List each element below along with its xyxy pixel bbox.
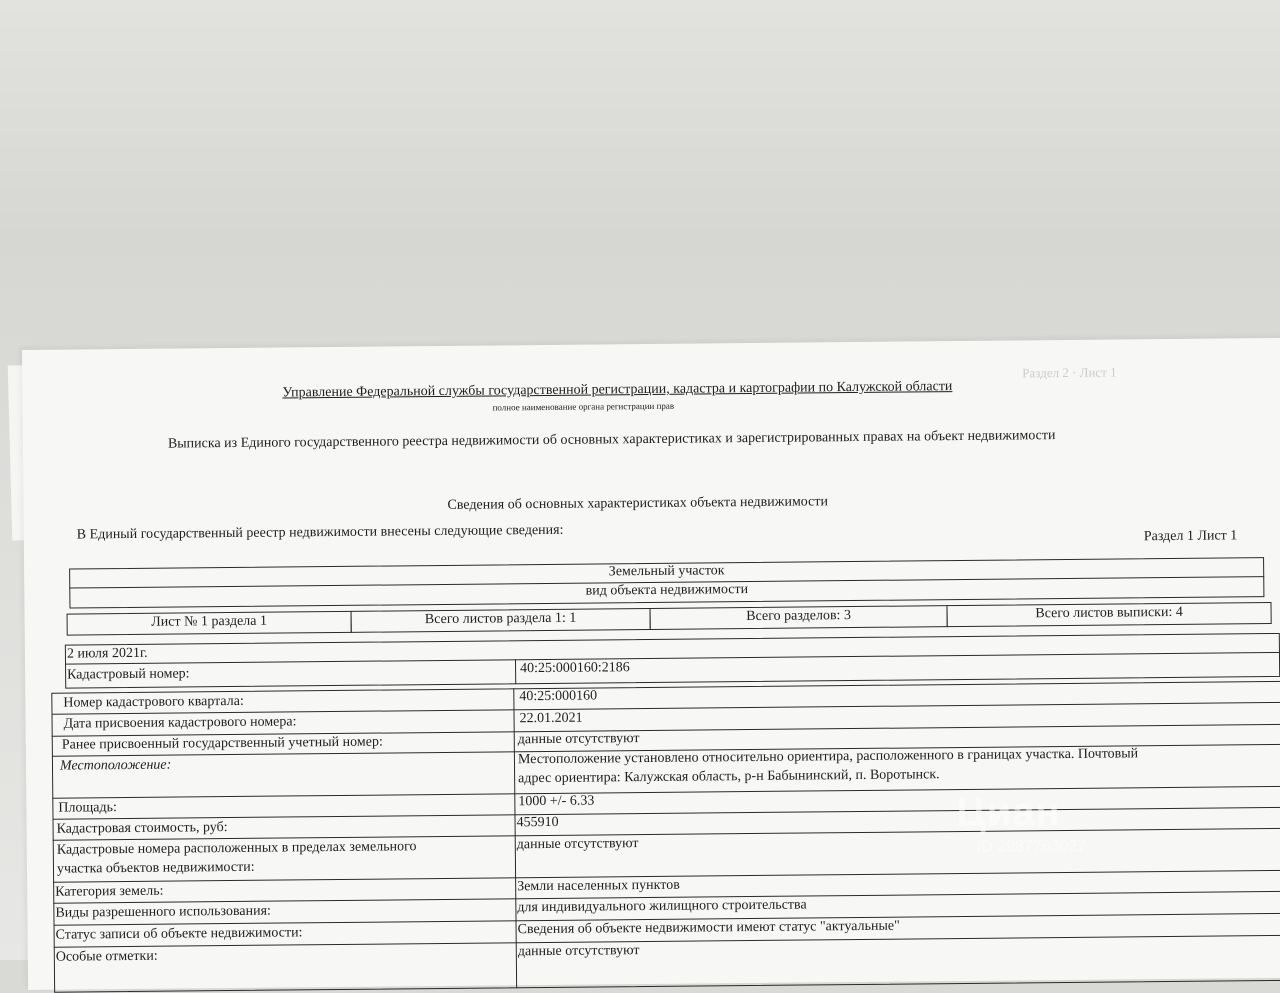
extract-sheets-cell: Всего листов выписки: 4 <box>946 602 1271 627</box>
object-type-caption: вид объекта недвижимости <box>585 582 749 599</box>
cadastral-value-value: 455910 <box>516 814 559 831</box>
date-cadastral-box <box>65 633 1280 689</box>
assignment-date-value: 22.01.2021 <box>519 710 583 727</box>
intro-text: В Единый государственный реестр недвижимости внесены следующие сведения: <box>76 522 564 543</box>
objects-within-label-line2: участка объектов недвижимости: <box>56 859 255 877</box>
agency-name: Управление Федеральной службы государственной регистрации, кадастра и картографии по Калужской области <box>282 379 953 401</box>
section-sheets-cell: Всего листов раздела 1: 1 <box>351 608 651 633</box>
area-label: Площадь: <box>58 800 117 816</box>
special-notes-value: данные отсутствуют <box>517 943 640 960</box>
extract-date: 2 июля 2021г. <box>66 645 148 662</box>
watermark-id: ID 2987763027 <box>976 837 1087 856</box>
watermark-brand: Циан <box>956 790 1061 836</box>
agency-caption: полное наименование органа регистрации прав <box>492 400 675 413</box>
object-type: Земельный участок <box>608 563 725 580</box>
location-label: Местоположение: <box>59 757 172 774</box>
land-category-value: Земли населенных пунктов <box>517 877 680 895</box>
document-sheet <box>22 338 1280 990</box>
cadastral-divider <box>515 659 516 684</box>
cadastral-number-label: Кадастровый номер: <box>67 666 190 683</box>
objects-within-value: данные отсутствуют <box>516 836 639 853</box>
cadastral-number-value: 40:25:000160:2186 <box>520 660 630 677</box>
ghost-text: Раздел 2 · Лист 1 <box>1022 364 1117 381</box>
permitted-use-label: Виды разрешенного использования: <box>55 903 271 921</box>
sections-total-cell: Всего разделов: 3 <box>650 605 948 630</box>
section-title: Сведения об основных характеристиках объекта недвижимости <box>447 494 829 513</box>
land-category-label: Категория земель: <box>55 883 164 900</box>
objects-within-label-line1: Кадастровые номера расположенных в пределах земельного <box>56 839 417 858</box>
cadastral-quarter-label: Номер кадастрового квартала: <box>63 693 244 711</box>
record-status-value: Сведения об объекте недвижимости имеют статус "актуальные" <box>517 918 900 938</box>
assignment-date-label: Дата присвоения кадастрового номера: <box>63 714 297 732</box>
special-notes-label: Особые отметки: <box>55 948 158 965</box>
cadastral-quarter-value: 40:25:000160 <box>519 688 598 705</box>
previous-number-label: Ранее присвоенный государственный учетный номер: <box>61 734 383 753</box>
cadastral-value-label: Кадастровая стоимость, руб: <box>56 820 228 837</box>
location-value-line2: адрес ориентира: Калужская область, р-н Бабынинский, п. Воротынск. <box>518 767 940 787</box>
sheet-number-cell: Лист № 1 раздела 1 <box>67 611 352 636</box>
area-value: 1000 +/- 6.33 <box>518 793 595 810</box>
extract-title: Выписка из Единого государственного реестра недвижимости об основных характеристиках и зарегистрированных правах на объект недвижимости <box>167 428 1056 452</box>
permitted-use-value: для индивидуального жилищного строительства <box>517 897 807 916</box>
previous-number-value: данные отсутствуют <box>517 731 640 748</box>
section-sheet-label: Раздел 1 Лист 1 <box>1143 528 1238 545</box>
record-status-label: Статус записи об объекте недвижимости: <box>55 925 303 943</box>
location-value-line1: Местоположение установлено относительно ориентира, расположенного в границах участка. Почтовый <box>517 746 1139 768</box>
